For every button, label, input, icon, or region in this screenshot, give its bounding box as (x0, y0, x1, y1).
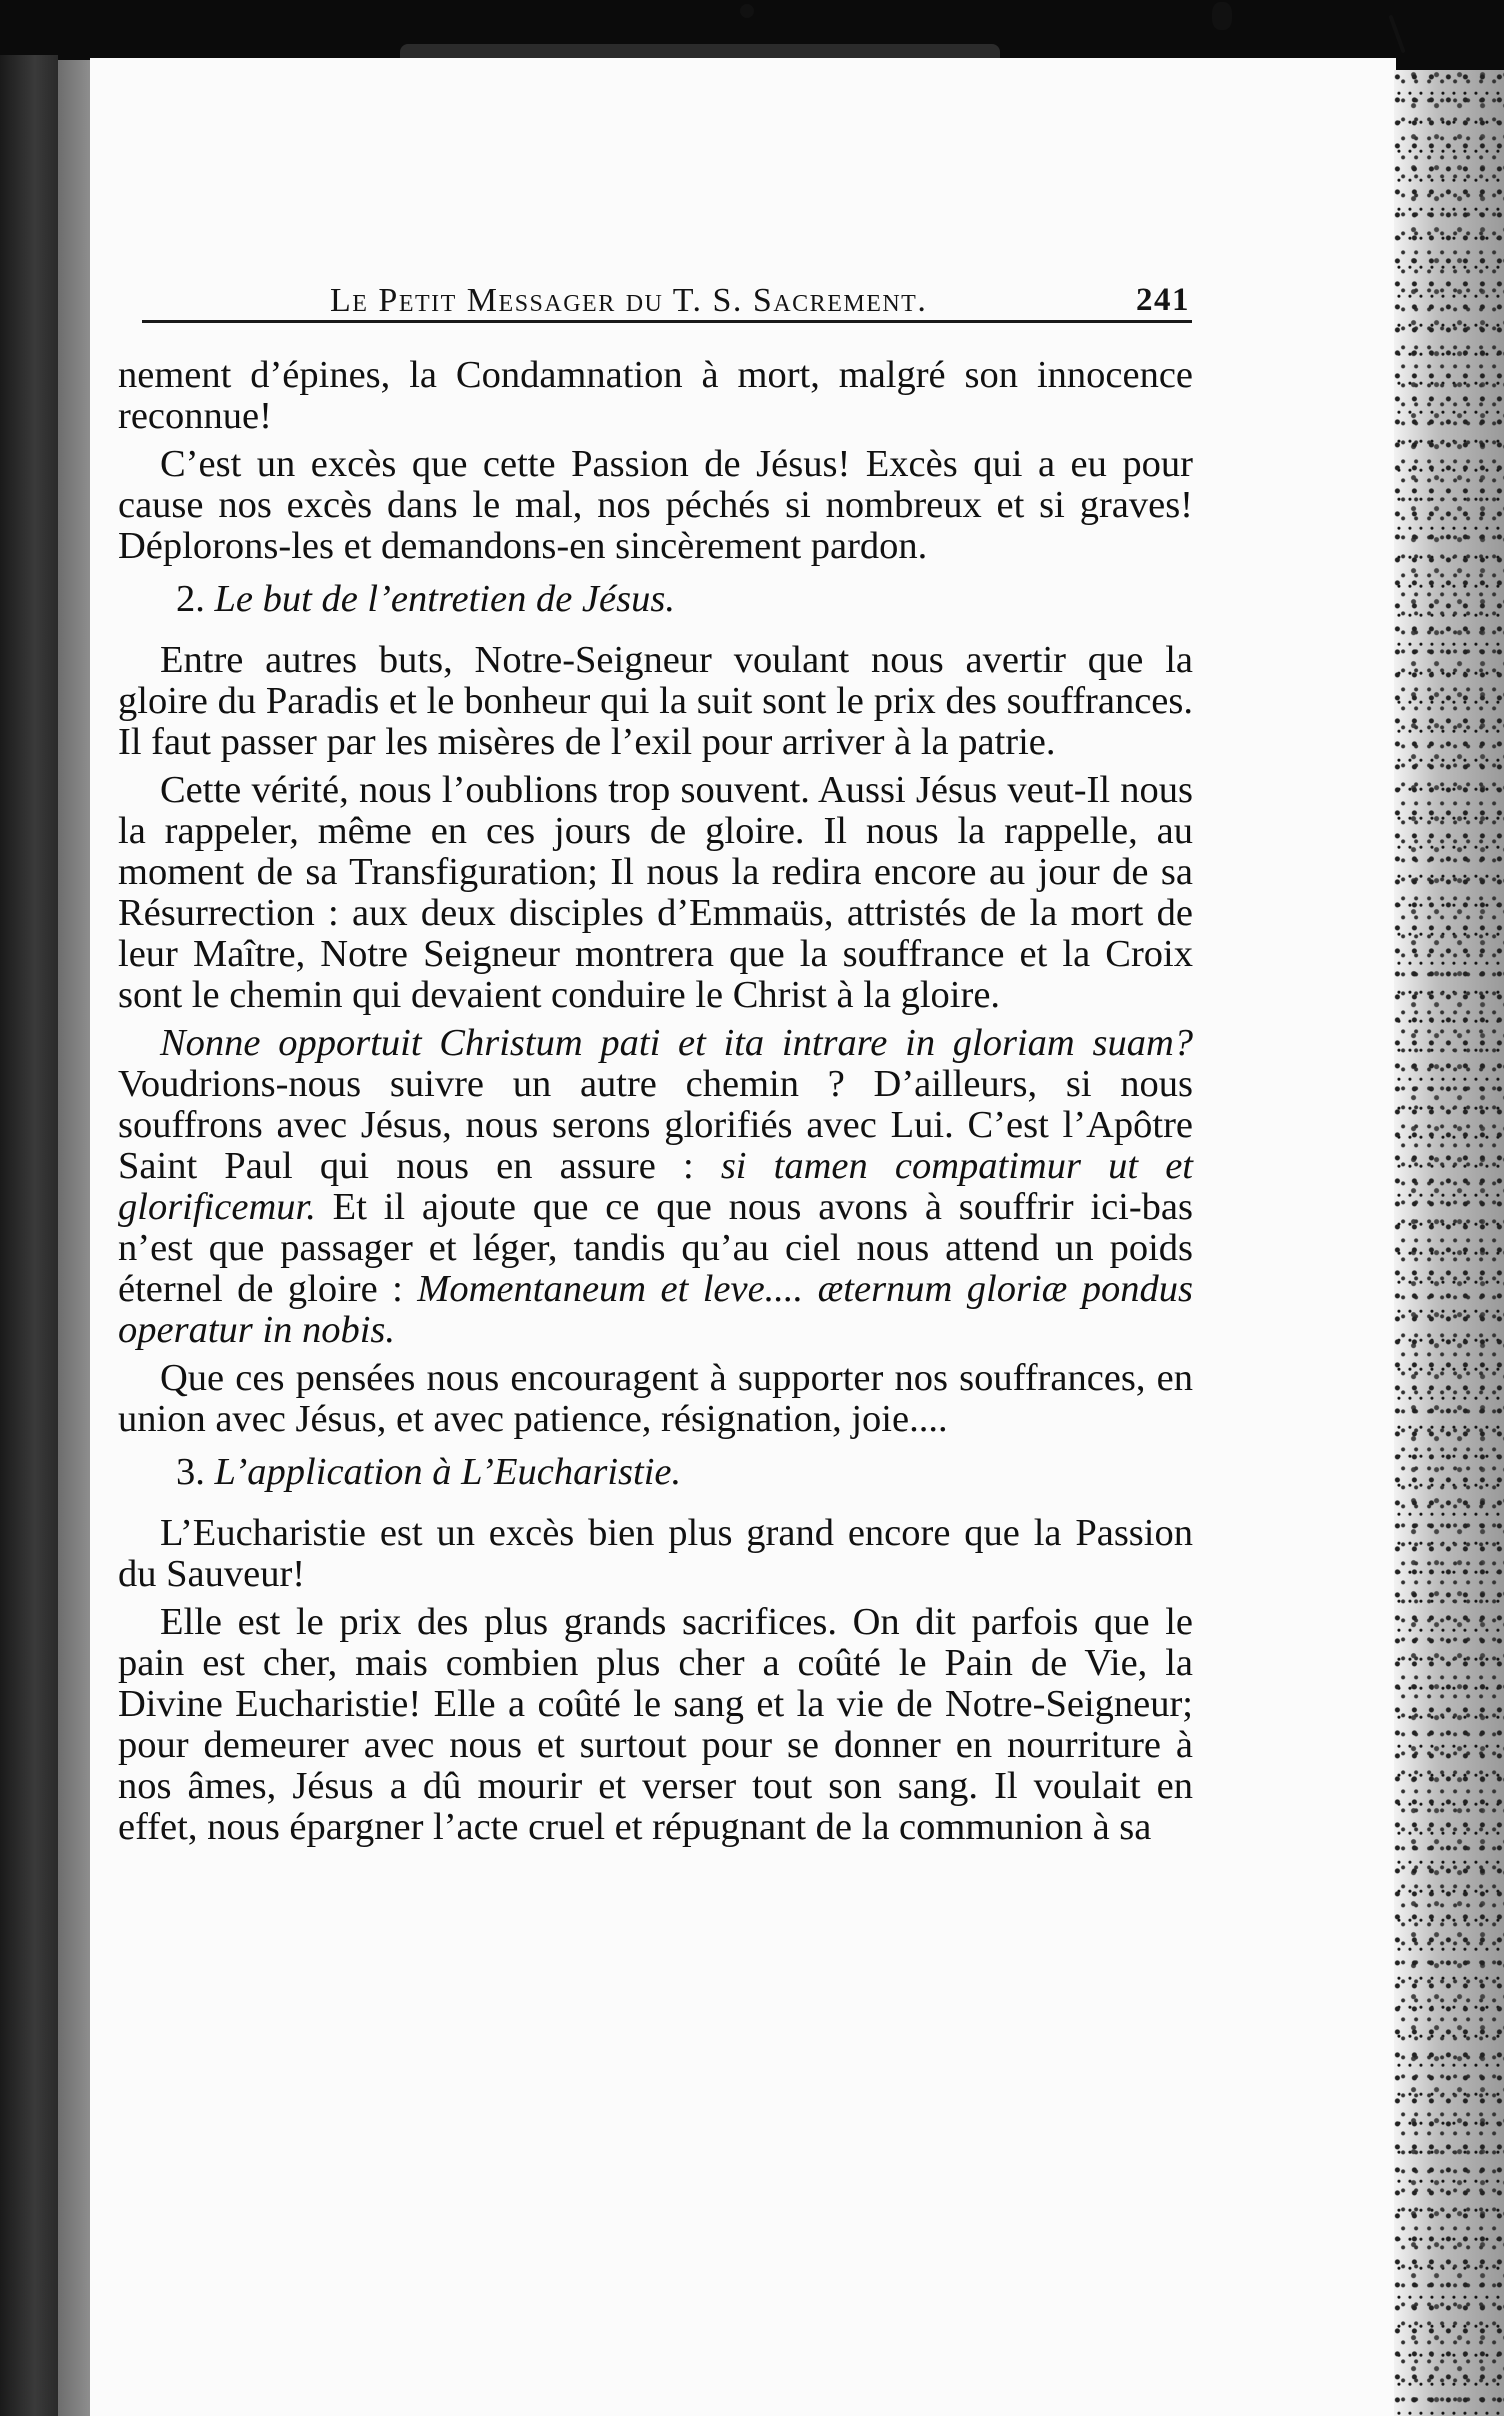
body-text (118, 355, 1193, 1855)
heading-number: 3. (176, 1451, 205, 1493)
paragraph: Elle est le prix des plus grands sacrifices. On dit parfois que le pain est cher, mais combien plus cher a coûté le Pain de Vie, la Divine Eucharistie! Elle a coûté le sang et la vie de Notre-Seigneur; pour demeurer avec nous et surtout pour se donner en nourriture à nos âmes, Jésus a dû mourir et verser tout son sang. Il voulait en effet, nous épargner l’acte cruel et répugnant de la communion à sa (118, 1601, 1193, 1848)
heading-text: L’application à L’Eucharistie. (214, 1451, 682, 1493)
section-heading-2 (118, 579, 1193, 620)
page-edges (1394, 70, 1504, 2416)
latin-quote: si tamen compatimur ut et glorificemur. (118, 1145, 1193, 1228)
running-title: Le Petit Messager du T. S. Sacrement. (330, 282, 928, 319)
paragraph: Que ces pensées nous encouragent à supporter nos souffrances, en union avec Jésus, et avec patience, résignation, joie.... (118, 1357, 1193, 1440)
heading-text: Le but de l’entretien de Jésus. (214, 578, 675, 620)
latin-quote: Momentaneum et leve.... æternum gloriæ pondus operatur in nobis. (118, 1268, 1193, 1351)
header-rule (142, 320, 1192, 323)
page-gutter (58, 60, 90, 2416)
paragraph-text: Voudrions-nous suivre un autre chemin ? D’ailleurs, si nous souffrons avec Jésus, nous serons glorifiés avec Lui. C’est l’Apôtre Saint Paul qui nous en assure : (118, 1063, 1193, 1187)
page-number: 241 (1136, 282, 1190, 318)
paragraph: Entre autres buts, Notre-Seigneur voulant nous avertir que la gloire du Paradis et le bonheur qui la suit sont le prix des souffrances. Il faut passer par les misères de l’exil pour arriver à la patrie. (118, 639, 1193, 763)
dust-speck (1212, 2, 1232, 30)
paragraph: L’Eucharistie est un excès bien plus grand encore que la Passion du Sauveur! (118, 1512, 1193, 1595)
paragraph (118, 1023, 1193, 1351)
dust-speck (740, 4, 754, 18)
latin-quote: Nonne opportuit Christum pati et ita intrare in gloriam suam? (160, 1022, 1193, 1064)
book-spine-shadow (0, 55, 58, 2416)
dust-speck (1388, 15, 1405, 54)
paragraph: Cette vérité, nous l’oublions trop souvent. Aussi Jésus veut-Il nous la rappeler, même en ces jours de gloire. Il nous la rappelle, au moment de sa Transfiguration; Il nous la redira encore au jour de sa Résurrection : aux deux disciples d’Emmaüs, attristés de la mort de leur Maître, Notre Seigneur montrera que la souffrance et la Croix sont le chemin qui devaient conduire le Christ à la gloire. (118, 769, 1193, 1016)
heading-number: 2. (176, 578, 205, 620)
paragraph-text: Et il ajoute que ce que nous avons à souffrir ici-bas n’est que passager et léger, tandis qu’au ciel nous attend un poids éternel de gloire : (118, 1186, 1193, 1310)
paragraph: nement d’épines, la Condamnation à mort, malgré son innocence reconnue! (118, 354, 1193, 437)
section-heading-3 (118, 1452, 1193, 1493)
paragraph: C’est un excès que cette Passion de Jésus! Excès qui a eu pour cause nos excès dans le mal, nos péchés si nombreux et si graves! Déplorons-les et demandons-en sincèrement pardon. (118, 443, 1193, 567)
